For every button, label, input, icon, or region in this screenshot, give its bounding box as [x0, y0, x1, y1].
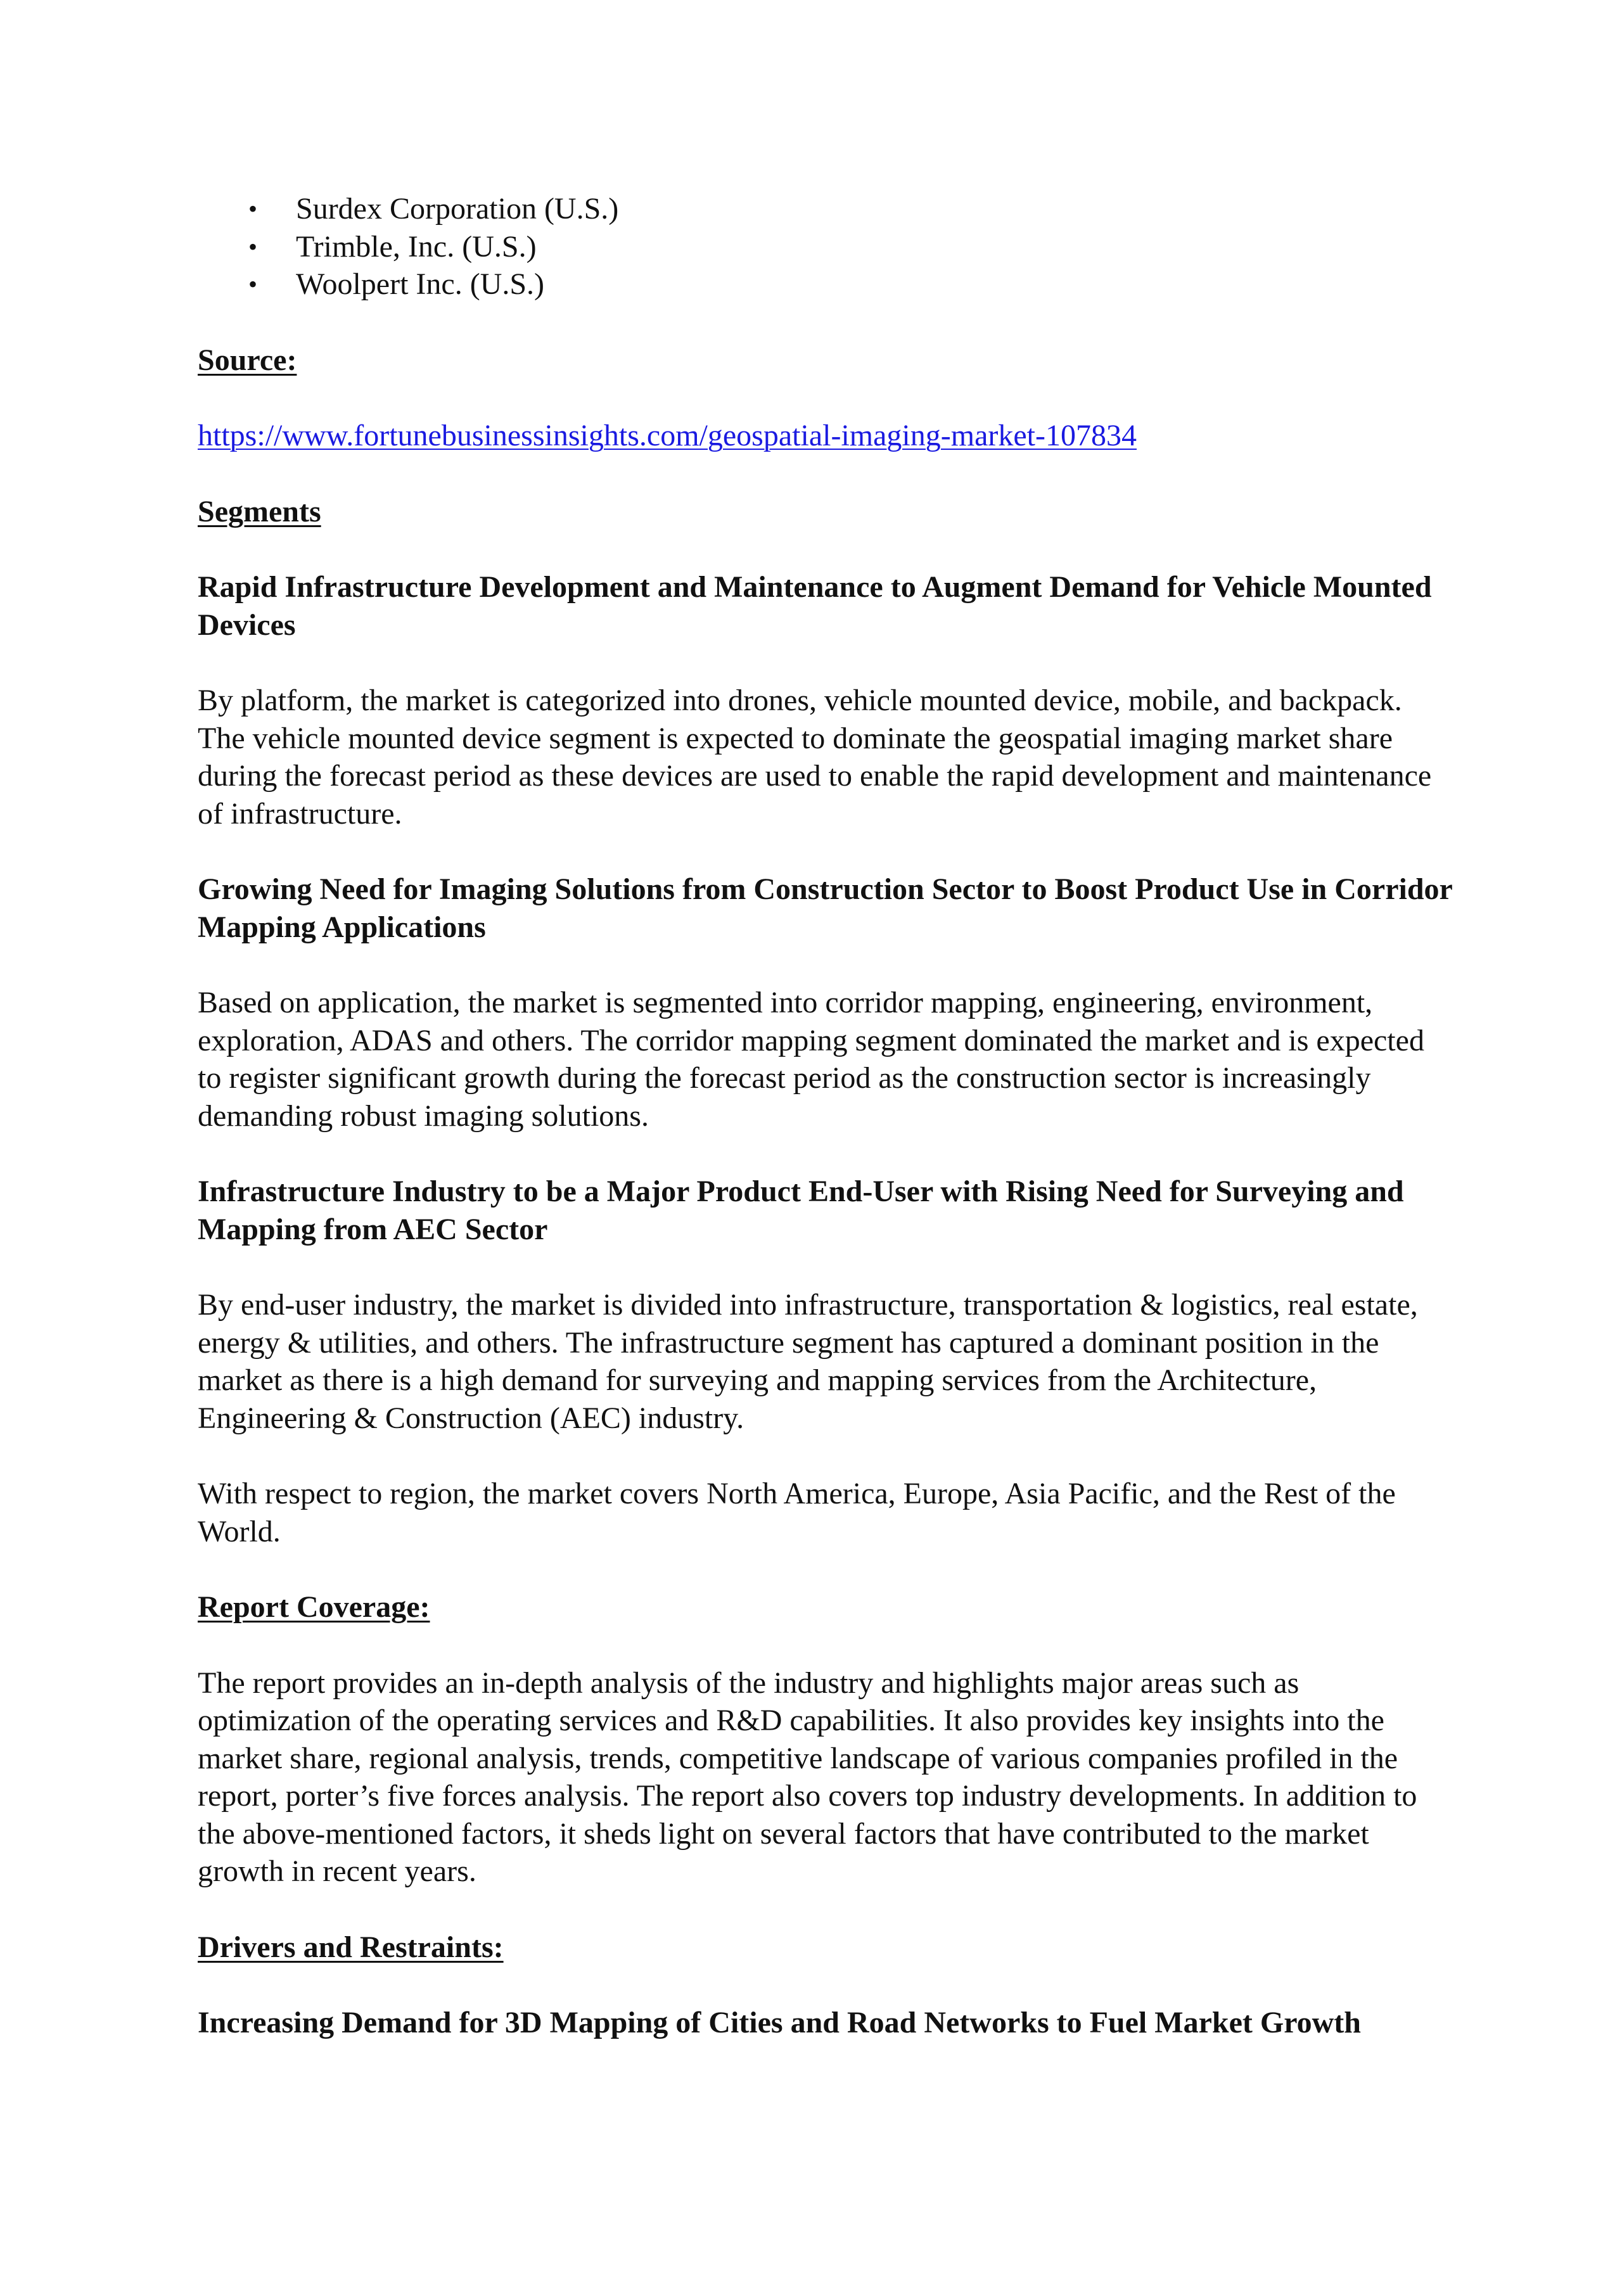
company-list: [198, 190, 1452, 303]
company-name: Woolpert Inc. (U.S.): [296, 267, 545, 301]
drivers-restraints-label: Drivers and Restraints:: [198, 1930, 504, 1964]
bullet-icon: •: [248, 270, 258, 298]
company-name: Surdex Corporation (U.S.): [296, 192, 619, 226]
segments-label: Segments: [198, 494, 321, 528]
report-coverage-label: Report Coverage:: [198, 1590, 430, 1624]
bullet-icon: •: [248, 195, 258, 223]
list-item: [198, 190, 1452, 228]
drivers-heading: Increasing Demand for 3D Mapping of Cities and Road Networks to Fuel Market Growth: [198, 2006, 1361, 2039]
list-item: [198, 265, 1452, 303]
source-link[interactable]: https://www.fortunebusinessinsights.com/geospatial-imaging-market-107834: [198, 419, 1137, 452]
application-heading: Growing Need for Imaging Solutions from Construction Sector to Boost Product Use in Corridor Mapping Applications: [198, 872, 1452, 944]
document-body: [198, 190, 1452, 2042]
bullet-icon: •: [248, 232, 258, 261]
platform-paragraph: By platform, the market is categorized into drones, vehicle mounted device, mobile, and backpack. The vehicle mounted device segment is expected to dominate the geospatial imaging market share during the forecast period as these devices are used to enable the rapid development and maintenance of infrastructure.: [198, 684, 1432, 831]
end-user-paragraph: By end-user industry, the market is divided into infrastructure, transportation & logistics, real estate, energy & utilities, and others. The infrastructure segment has captured a dominant position in the market as there is a high demand for surveying and mapping services from the Architecture, Engineering & Construction (AEC) industry.: [198, 1288, 1418, 1435]
list-item: [198, 228, 1452, 266]
region-paragraph: With respect to region, the market covers North America, Europe, Asia Pacific, and the Rest of the World.: [198, 1477, 1396, 1548]
source-label: Source:: [198, 343, 297, 377]
company-name: Trimble, Inc. (U.S.): [296, 229, 537, 264]
platform-heading: Rapid Infrastructure Development and Maintenance to Augment Demand for Vehicle Mounted Devices: [198, 570, 1432, 642]
application-paragraph: Based on application, the market is segmented into corridor mapping, engineering, environment, exploration, ADAS and others. The corridor mapping segment dominated the market and is expected to register significant growth during the forecast period as the construction sector is increasingly demanding robust imaging solutions.: [198, 986, 1424, 1133]
end-user-heading: Infrastructure Industry to be a Major Product End-User with Rising Need for Surveying and Mapping from AEC Sector: [198, 1175, 1404, 1246]
report-coverage-paragraph: The report provides an in-depth analysis of the industry and highlights major areas such as optimization of the operating services and R&D capabilities. It also provides key insights into the market share, regional analysis, trends, competitive landscape of various companies profiled in the report, porter’s five forces analysis. The report also covers top industry developments. In addition to the above-mentioned factors, it sheds light on several factors that have contributed to the market growth in recent years.: [198, 1666, 1417, 1888]
